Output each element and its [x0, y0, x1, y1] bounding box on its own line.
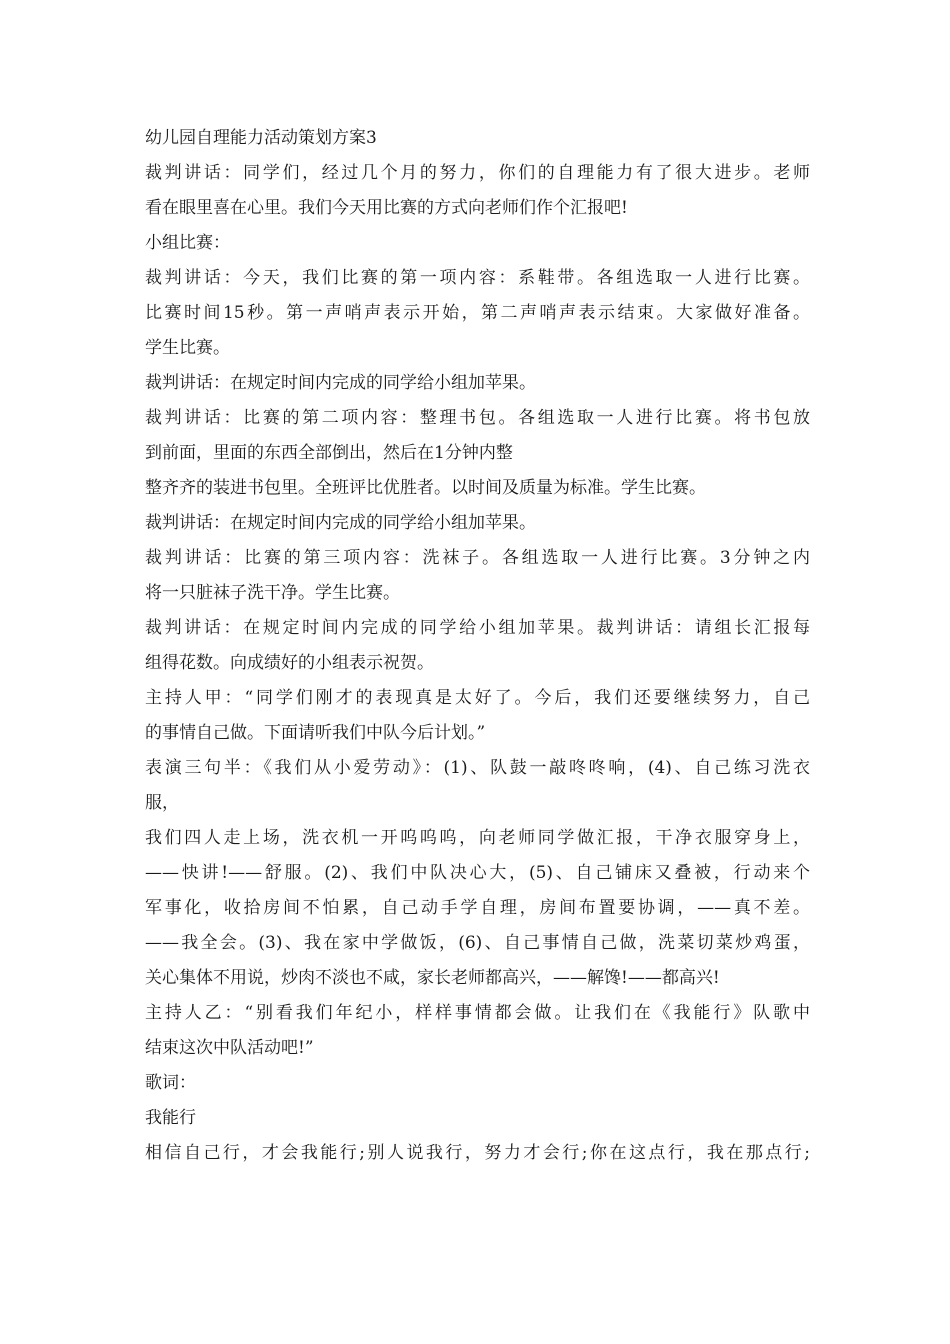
paragraph-line: 相信自己行，才会我能行;别人说我行，努力才会行;你在这点行，我在那点行; — [145, 1143, 810, 1163]
paragraph-line: 裁判讲话：在规定时间内完成的同学给小组加苹果。 — [145, 373, 536, 393]
paragraph-line: 裁判讲话：今天，我们比赛的第一项内容：系鞋带。各组选取一人进行比赛。 — [145, 268, 810, 288]
paragraph-line: 比赛时间15秒。第一声哨声表示开始，第二声哨声表示结束。大家做好准备。 — [145, 303, 810, 323]
paragraph-line: ——我全会。(3)、我在家中学做饭，(6)、自己事情自己做，洗菜切菜炒鸡蛋， — [145, 933, 810, 953]
paragraph-line: 小组比赛： — [145, 233, 230, 253]
paragraph-line: 裁判讲话：在规定时间内完成的同学给小组加苹果。裁判讲话：请组长汇报每 — [145, 618, 810, 638]
paragraph-line: ——快讲!——舒服。(2)、我们中队决心大，(5)、自己铺床又叠被，行动来个 — [145, 863, 810, 883]
paragraph-line: 裁判讲话：在规定时间内完成的同学给小组加苹果。 — [145, 513, 536, 533]
document-body — [145, 121, 810, 1171]
paragraph-line: 看在眼里喜在心里。我们今天用比赛的方式向老师们作个汇报吧! — [145, 198, 628, 218]
paragraph-line: 军事化，收拾房间不怕累，自己动手学自理，房间布置要协调，——真不差。 — [145, 898, 810, 918]
paragraph-line: 主持人甲：“同学们刚才的表现真是太好了。今后，我们还要继续努力，自己 — [145, 688, 810, 708]
paragraph-line: 结束这次中队活动吧!” — [145, 1038, 314, 1058]
paragraph-line: 整齐齐的装进书包里。全班评比优胜者。以时间及质量为标准。学生比赛。 — [145, 478, 706, 498]
paragraph-line: 服， — [145, 793, 179, 813]
paragraph-line: 表演三句半：《我们从小爱劳动》：(1)、队鼓一敲咚咚响，(4)、自己练习洗衣 — [145, 758, 810, 778]
paragraph-line: 学生比赛。 — [145, 338, 230, 358]
paragraph-line: 裁判讲话：比赛的第二项内容：整理书包。各组选取一人进行比赛。将书包放 — [145, 408, 810, 428]
paragraph-line: 裁判讲话：比赛的第三项内容：洗袜子。各组选取一人进行比赛。3分钟之内 — [145, 548, 810, 568]
paragraph-line: 关心集体不用说，炒肉不淡也不咸，家长老师都高兴，——解馋!——都高兴! — [145, 968, 720, 988]
paragraph-line: 我们四人走上场，洗衣机一开呜呜呜，向老师同学做汇报，干净衣服穿身上， — [145, 828, 810, 848]
paragraph-line: 将一只脏袜子洗干净。学生比赛。 — [145, 583, 400, 603]
paragraph-line: 的事情自己做。下面请听我们中队今后计划。” — [145, 723, 486, 743]
paragraph-line: 我能行 — [145, 1108, 196, 1128]
paragraph-line: 裁判讲话：同学们，经过几个月的努力，你们的自理能力有了很大进步。老师 — [145, 163, 810, 183]
paragraph-line: 到前面，里面的东西全部倒出，然后在1分钟内整 — [145, 443, 513, 463]
paragraph-line: 歌词： — [145, 1073, 196, 1093]
paragraph-line: 组得花数。向成绩好的小组表示祝贺。 — [145, 653, 434, 673]
document-title: 幼儿园自理能力活动策划方案3 — [145, 128, 377, 148]
paragraph-line: 主持人乙：“别看我们年纪小，样样事情都会做。让我们在《我能行》队歌中 — [145, 1003, 810, 1023]
